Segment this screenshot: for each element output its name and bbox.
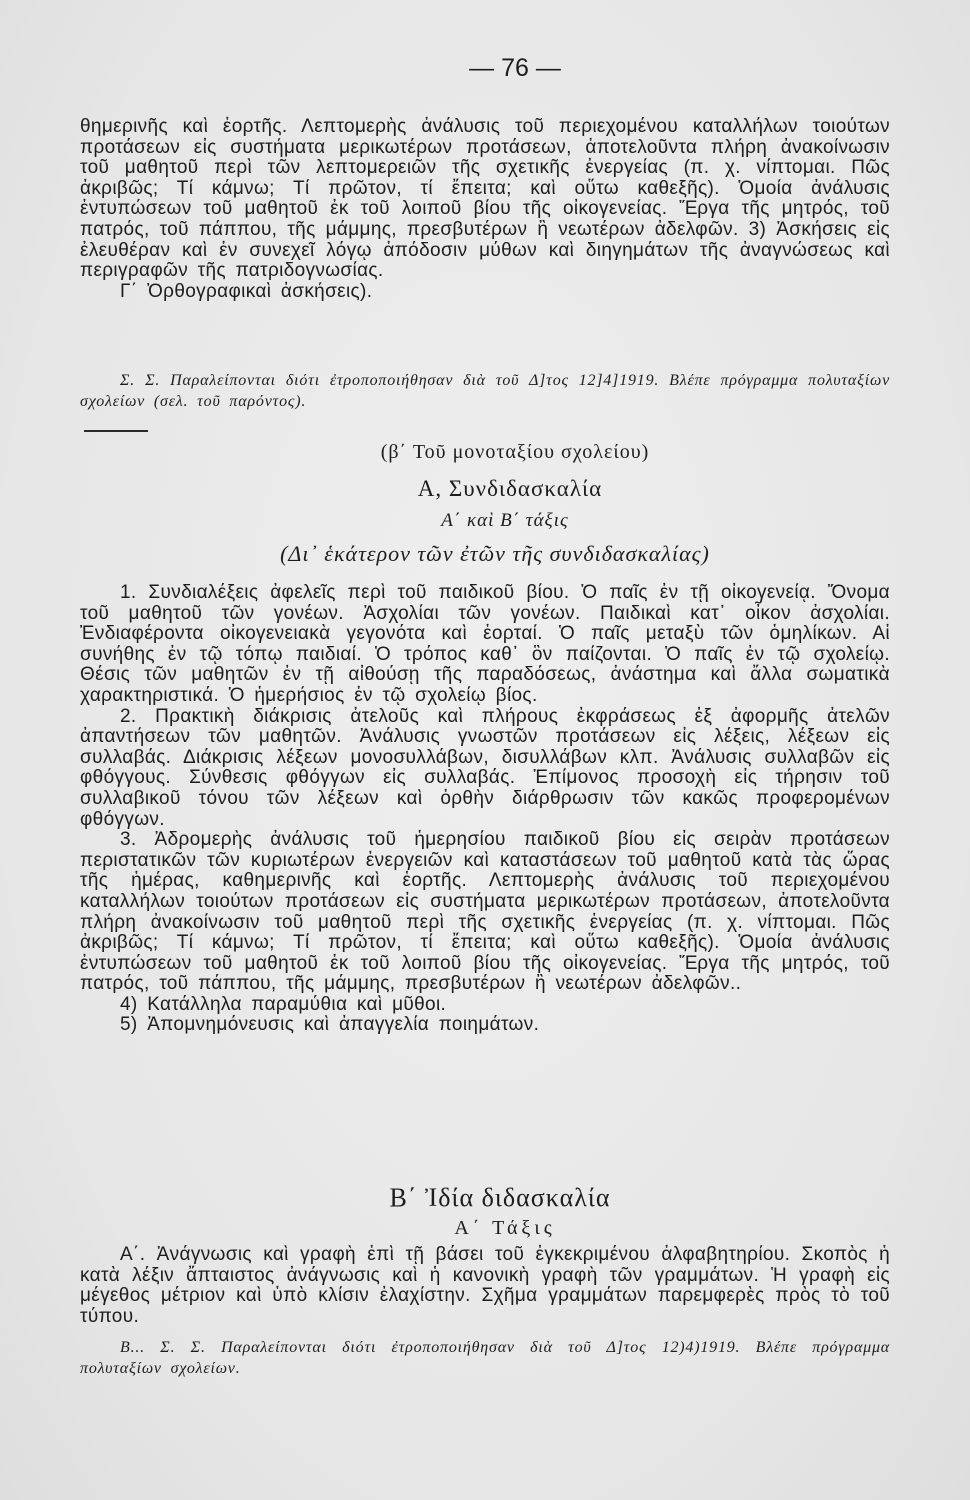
continued-paragraph: θημερινῆς καὶ ἑορτῆς. Λεπτομερὴς ἀνάλυσις τοῦ περιεχομένου καταλλήλων τοιούτων προτάσεων εἰς συστήματα μερικωτέρων προτάσεων, ἀποτελοῦντα πλήρη ἀνακοίνωσιν τοῦ μαθητοῦ περὶ τῶν λεπτομερειῶν τῆς σχετικῆς ἐνεργείας (π. χ. νίπτομαι. Πῶς ἀκριβῶς; Τί κάμνω; Τί πρῶτον, τί ἔπειτα; καὶ οὕτω καθεξῆς). Ὁμοία ἀνάλυσις ἐντυπώσεων τοῦ μαθητοῦ ἐκ τοῦ λοιποῦ βίου τῆς οἰκογενείας. Ἔργα τῆς μητρός, τοῦ πατρός, τοῦ πάππου, τῆς μάμμης, πρεσβυτέρων ἢ νεωτέρων ἀδελφῶν. 3) Ἀσκήσεις εἰς ἐλευθέραν καὶ ἐν συνεχεῖ λόγῳ ἀπόδοσιν μύθων καὶ διηγημάτων τῆς ἀναγνώσεως καὶ περιγραφῶν τῆς πατριδογνωσίας. [80, 116, 890, 282]
syndidaskalia-body [80, 583, 890, 1036]
page-number: — 76 — [469, 54, 561, 82]
item-4-line: 4) Κατάλληλα παραμύθια καὶ μῦθοι. [120, 993, 447, 1015]
continued-paragraph-block [80, 117, 890, 302]
section-subheading-years: (Δι᾽ ἑκάτερον τῶν ἐτῶν τῆς συνδιδασκαλίας) [280, 541, 710, 566]
item-1-paragraph: 1. Συνδιαλέξεις ἀφελεῖς περὶ τοῦ παιδικοῦ βίου. Ὁ παῖς ἐν τῇ οἰκογενείᾳ. Ὄνομα τοῦ μαθητοῦ τῶν γονέων. Ἀσχολίαι τῶν γονέων. Παιδικαὶ κατ᾽ οἶκον ἀσχολίαι. Ἐνδιαφέροντα οἰκογενειακὰ γεγονότα καὶ ἑορταί. Ὁ παῖς μεταξὺ τῶν ὁμηλίκων. Αἱ συνήθης ἐν τῷ τόπῳ παιδιαί. Ὁ τρόπος καθ᾽ ὃν παίζονται. Ὁ παῖς ἐν τῷ σχολείῳ. Θέσις τῶν μαθητῶν ἐν τῇ αἰθούσῃ τῆς παραδόσεως, ἀνάστημα καὶ ἄλλα σωματικὰ χαρακτηριστικά. Ὁ ἡμερήσιος ἐν τῷ σχολείῳ βίος. [80, 582, 890, 706]
section-heading-idia-didaskalia: Β΄ Ἰδία διδασκαλία [389, 1183, 611, 1212]
short-divider [84, 430, 148, 432]
reading-writing-paragraph: Α΄. Ἀνάγνωσις καὶ γραφὴ ἐπὶ τῇ βάσει τοῦ ἐγκεκριμένου ἀλφαβητηρίου. Σκοπὸς ἡ κατὰ λέξιν ἄπταιστος ἀνάγνωσις καὶ ἡ κανονικὴ γραφὴ τῶν γραμμάτων. Ἡ γραφὴ εἰς μέγεθος μέτριον καὶ ὑπὸ κλίσιν ἐλαχίστην. Σχῆμα γραμμάτων παρεμφερὲς πρὸς τὸ τοῦ τύπου. [80, 1244, 890, 1327]
editor-note-top-text: Σ. Σ. Παραλείπονται διότι ἐτροποποιήθησαν διὰ τοῦ Δ]τος 12]4]1919. Βλέπε πρόγραμμα πολυταξίων σχολείων (σελ. τοῦ παρόντος). [80, 372, 890, 410]
first-grade-body [80, 1245, 890, 1327]
item-3-paragraph: 3. Ἀδρομερὴς ἀνάλυσις τοῦ ἡμερησίου παιδικοῦ βίου εἰς σειρὰν προτάσεων περιστατικῶν τῶν κυριωτέρων ἐνεργειῶν καὶ καταστάσεων τοῦ μαθητοῦ κατὰ τὰς ὥρας τῆς ἡμέρας, καθημερινῆς καὶ ἑορτῆς. Λεπτομερὴς ἀνάλυσις τοῦ περιεχομένου καταλλήλων τοιούτων προτάσεων εἰς συστήματα μερικωτέρων προτάσεων, ἀποτελοῦντα πλήρη ἀνακοίνωσιν τοῦ μαθητοῦ περὶ τῆς σχετικῆς ἐνεργείας (π. χ. νίπτομαι. Πῶς ἀκριβῶς; Τί κάμνω; Τί πρῶτον, τί ἔπειτα; καὶ οὕτω καθεξῆς). Ὁμοία ἀνάλυσις ἐντυπώσεων τοῦ μαθητοῦ ἐκ τοῦ λοιποῦ βίου τῆς οἰκογενείας. Ἔργα τῆς μητρός, τοῦ πατρός, τοῦ πάππου, τῆς μάμμης, πρεσβυτέρων ἢ νεωτέρων ἀδελφῶν.. [80, 829, 890, 995]
item-5-line: 5) Ἀπομνημόνευσις καὶ ἀπαγγελία ποιημάτων. [120, 1014, 540, 1036]
section-heading-syndidaskalia: Α, Συνδιδασκαλία [417, 476, 603, 501]
section-heading-grades: Α΄ καὶ Β΄ τάξις [441, 510, 569, 531]
section-heading-monotaxio: (β΄ Τοῦ μονοταξίου σχολείου) [380, 441, 650, 463]
orthography-heading: Γ΄ Ὀρθογραφικαὶ ἀσκήσεις). [120, 280, 373, 302]
editor-note-top [80, 370, 890, 412]
editor-note-bottom [80, 1337, 890, 1379]
item-2-paragraph: 2. Πρακτικὴ διάκρισις ἀτελοῦς καὶ πλήρους ἐκφράσεως ἐξ ἀφορμῆς ἀτελῶν ἀπαντήσεων τῶν μαθητῶν. Ἀνάλυσις γνωστῶν προτάσεων εἰς λέξεις, λέξεων εἰς συλλαβάς. Διάκρισις λέξεων μονοσυλλάβων, δισυλλάβων κλπ. Ἀνάλυσις συλλαβῶν εἰς φθόγγους. Σύνθεσις φθόγγων εἰς συλλαβάς. Ἐπίμονος προσοχὴ εἰς τήρησιν τοῦ συλλαβικοῦ τόνου τῶν λέξεων καὶ ὀρθὴν διάρθρωσιν τῶν κακῶς προφερομένων φθόγγων. [80, 705, 890, 830]
editor-note-bottom-text: Β... Σ. Σ. Παραλείπονται διότι ἐτροποποιήθησαν διὰ τοῦ Δ]τος 12)4)1919. Βλέπε πρόγραμμα πολυταξίων σχολείων. [80, 1339, 890, 1377]
section-heading-first-grade: Α΄ Τάξις [454, 1217, 556, 1239]
